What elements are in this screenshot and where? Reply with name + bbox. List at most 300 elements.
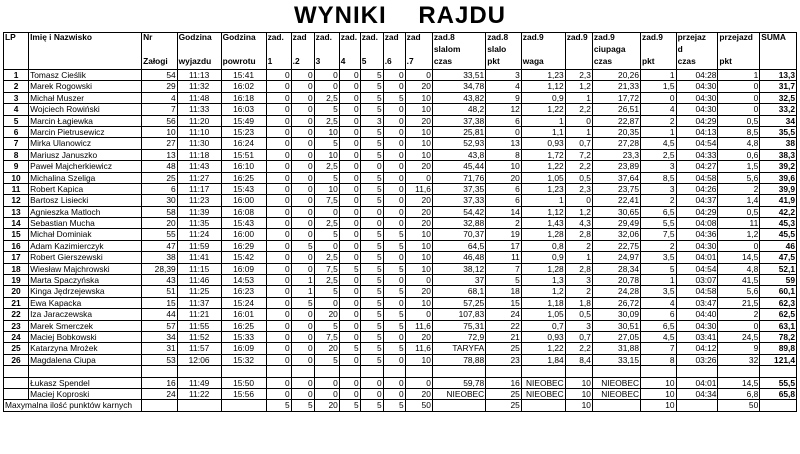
table-cell: 5 xyxy=(314,229,339,240)
table-cell: 04:30 xyxy=(676,81,718,92)
table-cell: 0 xyxy=(383,172,405,183)
table-cell: 15 xyxy=(486,297,522,308)
table-cell: 2,5 xyxy=(314,92,339,103)
table-cell: Marcin Łagiewka xyxy=(29,115,142,126)
table-cell: 2,2 xyxy=(565,343,592,354)
table-cell: 28,34 xyxy=(592,263,640,274)
table-cell: 20 xyxy=(486,172,522,183)
table-cell: 16:09 xyxy=(221,343,266,354)
table-cell: 0 xyxy=(339,354,360,365)
table-cell: 0 xyxy=(360,218,383,229)
table-cell: 04:29 xyxy=(676,115,718,126)
table-cell: 7,5 xyxy=(314,331,339,342)
table-cell: 0 xyxy=(383,275,405,286)
table-cell: 03:41 xyxy=(676,331,718,342)
table-cell: 0 xyxy=(339,320,360,331)
table-cell: 0 xyxy=(718,320,760,331)
table-cell: Kinga Jędrzejewska xyxy=(29,286,142,297)
max-penalty-cell xyxy=(521,400,565,411)
table-cell: 8,5 xyxy=(641,172,677,183)
table-cell: 53 xyxy=(142,354,178,365)
table-cell: 0 xyxy=(266,172,291,183)
header-task-9-axe-time: zad.9 xyxy=(592,33,640,46)
table-cell: 0 xyxy=(641,92,677,103)
table-cell: 5 xyxy=(314,354,339,365)
table-cell: 5 xyxy=(360,126,383,137)
header-task-3-sub: 3 xyxy=(314,57,339,70)
max-penalty-cell xyxy=(177,400,221,411)
table-cell: 0 xyxy=(266,354,291,365)
table-cell: 7,5 xyxy=(641,229,677,240)
table-cell: 25 xyxy=(4,343,29,354)
header-task-9-weight-sub: waga xyxy=(521,57,565,70)
table-cell: 5 xyxy=(360,240,383,251)
table-cell: 13 xyxy=(4,206,29,217)
table-cell: 14 xyxy=(4,218,29,229)
table-cell: 0 xyxy=(291,104,314,115)
table-cell: 2 xyxy=(641,240,677,251)
table-cell: 11:57 xyxy=(177,343,221,354)
table-cell: 0 xyxy=(383,161,405,172)
table-cell: NIEOBEC xyxy=(521,388,565,399)
table-cell: 0 xyxy=(266,286,291,297)
table-cell: 0 xyxy=(383,218,405,229)
table-cell: 11:27 xyxy=(177,172,221,183)
table-cell: 0 xyxy=(314,206,339,217)
table-cell: 0 xyxy=(291,92,314,103)
table-cell: 04:30 xyxy=(676,92,718,103)
table-cell: 0 xyxy=(360,206,383,217)
table-row xyxy=(4,104,797,115)
table-cell: 0,5 xyxy=(718,206,760,217)
table-cell: 21,33 xyxy=(592,81,640,92)
table-cell: 04:54 xyxy=(676,263,718,274)
table-cell: 0 xyxy=(291,195,314,206)
table-cell: 0 xyxy=(266,229,291,240)
table-cell: 0 xyxy=(291,206,314,217)
table-cell: 5 xyxy=(360,297,383,308)
header-ride-points: przejazd xyxy=(718,33,760,46)
table-cell: 41,5 xyxy=(718,275,760,286)
table-cell: 17,72 xyxy=(592,92,640,103)
table-cell: 15:32 xyxy=(221,354,266,365)
table-cell: 20 xyxy=(405,331,432,342)
header-task-7-sub: .7 xyxy=(405,57,432,70)
table-cell: 4 xyxy=(142,92,178,103)
table-cell: 107,83 xyxy=(432,309,485,320)
header-ride-points-sub: pkt xyxy=(718,57,760,70)
spacer-row xyxy=(4,366,797,377)
table-cell: 0 xyxy=(266,320,291,331)
table-cell: NIEOBEC xyxy=(592,388,640,399)
table-row xyxy=(4,320,797,331)
table-cell: 37,35 xyxy=(432,183,485,194)
table-cell: 0 xyxy=(291,377,314,388)
table-cell: Robert Kapica xyxy=(29,183,142,194)
table-cell: 1,12 xyxy=(521,206,565,217)
table-cell: 8 xyxy=(4,149,29,160)
table-cell: 2,5 xyxy=(641,149,677,160)
table-cell: 0 xyxy=(314,388,339,399)
table-row xyxy=(4,70,797,81)
table-cell: 37,33 xyxy=(432,195,485,206)
table-cell: 57,25 xyxy=(432,297,485,308)
table-cell: 4,8 xyxy=(718,138,760,149)
header-task-8-time-sub: slalom xyxy=(432,45,485,57)
table-cell: 5 xyxy=(486,275,522,286)
table-cell: 1,2 xyxy=(521,286,565,297)
table-cell: 0 xyxy=(339,309,360,320)
table-cell: 45,5 xyxy=(760,229,797,240)
results-table xyxy=(3,32,797,412)
table-cell: 24 xyxy=(486,309,522,320)
table-cell: 6 xyxy=(486,195,522,206)
table-cell: 6 xyxy=(4,126,29,137)
table-cell: 3 xyxy=(641,161,677,172)
table-cell: 0 xyxy=(339,183,360,194)
table-cell: 1,2 xyxy=(718,229,760,240)
table-cell: 04:54 xyxy=(676,138,718,149)
table-cell: 70,37 xyxy=(432,229,485,240)
table-cell: 11:24 xyxy=(177,229,221,240)
table-cell: 78,2 xyxy=(760,331,797,342)
table-cell: 5 xyxy=(360,70,383,81)
table-cell: 20,78 xyxy=(592,275,640,286)
table-cell: 2 xyxy=(641,195,677,206)
table-cell: 5 xyxy=(360,183,383,194)
table-cell: 0 xyxy=(383,81,405,92)
table-cell: Wojciech Rowiński xyxy=(29,104,142,115)
table-cell: 11:21 xyxy=(177,309,221,320)
table-row xyxy=(4,161,797,172)
table-cell: 11:55 xyxy=(177,320,221,331)
table-cell: 5 xyxy=(360,331,383,342)
table-cell: 0 xyxy=(383,206,405,217)
table-cell: 48,2 xyxy=(432,104,485,115)
table-cell: 15 xyxy=(142,297,178,308)
table-cell: 21 xyxy=(486,331,522,342)
header-ride-time-sub: d xyxy=(676,45,718,57)
table-cell: 1,22 xyxy=(521,343,565,354)
table-cell: 11 xyxy=(718,218,760,229)
table-cell: 20 xyxy=(405,218,432,229)
table-cell: 5 xyxy=(360,263,383,274)
table-cell: 1,5 xyxy=(718,161,760,172)
table-cell: 03:26 xyxy=(676,354,718,365)
table-cell: 1 xyxy=(291,286,314,297)
table-cell: 16:02 xyxy=(221,81,266,92)
table-cell: 2 xyxy=(565,286,592,297)
table-cell: 0 xyxy=(339,161,360,172)
table-cell: 15:50 xyxy=(221,377,266,388)
table-cell: 04:58 xyxy=(676,172,718,183)
table-cell: 0 xyxy=(291,172,314,183)
table-cell: 1,28 xyxy=(521,229,565,240)
table-cell: 24,97 xyxy=(592,252,640,263)
table-cell: Tomasz Cieślik xyxy=(29,70,142,81)
table-cell: 11:39 xyxy=(177,206,221,217)
table-cell: 04:29 xyxy=(676,206,718,217)
table-cell: 11:37 xyxy=(177,297,221,308)
table-cell: 11 xyxy=(486,252,522,263)
table-cell: 11:33 xyxy=(177,104,221,115)
table-cell: 0 xyxy=(291,388,314,399)
table-cell: 11:32 xyxy=(177,81,221,92)
table-cell: 3 xyxy=(486,70,522,81)
table-cell xyxy=(4,388,29,399)
table-cell: 0 xyxy=(266,252,291,263)
table-cell: 22 xyxy=(4,309,29,320)
table-cell: 15 xyxy=(4,229,29,240)
table-cell: 44 xyxy=(142,309,178,320)
table-cell: 12 xyxy=(486,104,522,115)
table-cell: 10 xyxy=(314,126,339,137)
max-penalty-cell: 5 xyxy=(339,400,360,411)
table-cell: 10 xyxy=(405,297,432,308)
table-cell: 43,82 xyxy=(432,92,485,103)
table-cell: 4 xyxy=(486,81,522,92)
table-cell: 1,2 xyxy=(565,81,592,92)
table-cell: 10 xyxy=(405,104,432,115)
table-cell: 11,6 xyxy=(405,343,432,354)
table-cell: 13 xyxy=(486,138,522,149)
table-cell: 5 xyxy=(339,263,360,274)
table-cell: 0 xyxy=(291,149,314,160)
table-cell: 11:22 xyxy=(177,388,221,399)
header-ride-time-unit: czas xyxy=(676,57,718,70)
header-task-4: zad. xyxy=(339,33,360,46)
table-cell: 7,5 xyxy=(314,263,339,274)
table-cell: 0,5 xyxy=(718,115,760,126)
table-cell: 6,5 xyxy=(641,206,677,217)
table-cell: 25,81 xyxy=(432,126,485,137)
max-penalty-cell: 5 xyxy=(360,400,383,411)
table-cell: 2 xyxy=(486,218,522,229)
table-cell: 0 xyxy=(266,309,291,320)
max-penalty-cell xyxy=(432,400,485,411)
table-cell: 6,5 xyxy=(641,320,677,331)
table-cell: 32,5 xyxy=(760,92,797,103)
table-cell: 20 xyxy=(4,286,29,297)
table-cell: Michał Dominiak xyxy=(29,229,142,240)
table-cell: 0 xyxy=(718,92,760,103)
table-cell: NIEOBEC xyxy=(592,377,640,388)
table-cell: 0 xyxy=(339,138,360,149)
table-cell: 1 xyxy=(565,126,592,137)
table-cell: 0 xyxy=(266,115,291,126)
table-cell: 54 xyxy=(142,70,178,81)
table-cell: 5 xyxy=(360,81,383,92)
header-task-1-sub: 1 xyxy=(266,57,291,70)
table-cell: 62,3 xyxy=(760,297,797,308)
table-cell: 10 xyxy=(641,388,677,399)
table-cell: 6 xyxy=(142,183,178,194)
table-cell: 16:09 xyxy=(221,263,266,274)
table-cell: 15:56 xyxy=(221,388,266,399)
table-cell: 0 xyxy=(339,331,360,342)
table-cell: 32,88 xyxy=(432,218,485,229)
table-cell: 14 xyxy=(486,206,522,217)
table-cell: 0 xyxy=(291,183,314,194)
table-cell: 16:00 xyxy=(221,195,266,206)
table-cell: 0 xyxy=(266,240,291,251)
header-sum: SUMA xyxy=(760,33,797,46)
table-cell: 04:26 xyxy=(676,183,718,194)
table-cell: 11:41 xyxy=(177,252,221,263)
max-penalty-cell xyxy=(592,400,640,411)
table-cell: 0 xyxy=(291,70,314,81)
table-cell: 11:43 xyxy=(177,161,221,172)
table-cell: 6 xyxy=(486,183,522,194)
max-penalty-cell: 50 xyxy=(405,400,432,411)
table-cell: 16 xyxy=(4,240,29,251)
table-cell: 0 xyxy=(291,115,314,126)
header-task-9-points: zad.9 xyxy=(641,33,677,46)
table-cell: 27 xyxy=(142,138,178,149)
table-cell: Katarzyna Mrożek xyxy=(29,343,142,354)
table-cell: 29,49 xyxy=(592,218,640,229)
table-row xyxy=(4,252,797,263)
table-cell: 1,43 xyxy=(521,218,565,229)
table-cell: 25 xyxy=(142,172,178,183)
table-cell: 5 xyxy=(383,240,405,251)
table-cell: 11:17 xyxy=(177,183,221,194)
table-cell: 3,5 xyxy=(641,286,677,297)
table-cell: 13,3 xyxy=(760,70,797,81)
table-cell: 2,5 xyxy=(314,115,339,126)
table-cell: 0 xyxy=(718,81,760,92)
table-cell: 37,64 xyxy=(592,172,640,183)
table-cell: 1,05 xyxy=(521,309,565,320)
table-cell: 0 xyxy=(266,70,291,81)
table-cell: 0 xyxy=(565,195,592,206)
table-cell: 5 xyxy=(360,343,383,354)
table-cell: 5 xyxy=(360,172,383,183)
extra-row xyxy=(4,377,797,388)
table-cell: 0 xyxy=(339,70,360,81)
table-cell: 52,93 xyxy=(432,138,485,149)
header-task-8-time: zad.8 xyxy=(432,33,485,46)
table-cell: 5 xyxy=(314,286,339,297)
table-cell: 39,9 xyxy=(760,183,797,194)
max-penalty-cell: 20 xyxy=(314,400,339,411)
table-cell: Adam Kazimierczyk xyxy=(29,240,142,251)
table-cell: 4 xyxy=(4,104,29,115)
header-task-9-extra: zad.9 xyxy=(565,33,592,46)
table-cell: 0 xyxy=(383,70,405,81)
table-cell: 5 xyxy=(314,172,339,183)
table-cell: 15:51 xyxy=(221,149,266,160)
table-cell: 0 xyxy=(291,138,314,149)
table-cell: 8 xyxy=(641,354,677,365)
table-cell: 0 xyxy=(266,343,291,354)
table-cell: Mariusz Januszko xyxy=(29,149,142,160)
table-cell: 0 xyxy=(360,161,383,172)
table-cell: 20 xyxy=(405,81,432,92)
table-cell: 04:37 xyxy=(676,195,718,206)
table-cell: 16:01 xyxy=(221,309,266,320)
table-cell: 1,4 xyxy=(718,195,760,206)
table-cell: 5 xyxy=(360,229,383,240)
table-cell: 5 xyxy=(641,263,677,274)
table-cell: Michalina Szeliga xyxy=(29,172,142,183)
table-cell: Maciej Koproski xyxy=(29,388,142,399)
max-penalty-cell: 25 xyxy=(486,400,522,411)
table-cell: 16:24 xyxy=(221,138,266,149)
table-cell: 11:10 xyxy=(177,126,221,137)
table-cell: 6,8 xyxy=(718,388,760,399)
table-cell: 38 xyxy=(760,138,797,149)
table-cell: 10 xyxy=(405,252,432,263)
table-cell: 0 xyxy=(314,297,339,308)
table-cell: 0 xyxy=(339,388,360,399)
table-cell: 22,41 xyxy=(592,195,640,206)
table-cell: 7 xyxy=(486,263,522,274)
table-cell: 48 xyxy=(142,161,178,172)
table-cell: Magdalena Ciupa xyxy=(29,354,142,365)
header-task-6-sub: .6 xyxy=(383,57,405,70)
table-cell: 1 xyxy=(4,70,29,81)
table-cell: 0 xyxy=(266,275,291,286)
table-cell: 0 xyxy=(339,286,360,297)
table-cell: 1,8 xyxy=(565,297,592,308)
table-cell: 21 xyxy=(4,297,29,308)
table-cell: 7 xyxy=(4,138,29,149)
table-cell: 5 xyxy=(291,297,314,308)
table-cell: 11 xyxy=(4,183,29,194)
table-cell: 0,5 xyxy=(565,309,592,320)
table-cell: 19 xyxy=(4,275,29,286)
table-row xyxy=(4,183,797,194)
table-header xyxy=(4,33,797,70)
table-cell: 23,3 xyxy=(592,149,640,160)
table-cell: 0 xyxy=(339,195,360,206)
table-cell: 62,5 xyxy=(760,309,797,320)
table-cell: 6 xyxy=(486,115,522,126)
table-cell: 5 xyxy=(4,115,29,126)
table-cell: 04:34 xyxy=(676,388,718,399)
table-cell xyxy=(4,377,29,388)
table-cell: 2 xyxy=(718,183,760,194)
table-cell: 0 xyxy=(266,263,291,274)
table-cell: 0 xyxy=(291,161,314,172)
table-cell: 1,1 xyxy=(521,126,565,137)
header-task-9-points-sub: pkt xyxy=(641,57,677,70)
table-cell: 0 xyxy=(718,240,760,251)
table-cell: 15:43 xyxy=(221,218,266,229)
table-cell: 16:10 xyxy=(221,161,266,172)
table-cell: 60,1 xyxy=(760,286,797,297)
table-cell: 11:35 xyxy=(177,218,221,229)
table-cell: 5 xyxy=(314,320,339,331)
table-cell: 0 xyxy=(405,172,432,183)
table-cell: 5 xyxy=(360,252,383,263)
table-cell: 0 xyxy=(291,229,314,240)
table-cell: 47 xyxy=(142,240,178,251)
table-cell: 20 xyxy=(405,388,432,399)
table-cell: 0 xyxy=(383,138,405,149)
table-cell: 04:36 xyxy=(676,229,718,240)
table-cell: 20,35 xyxy=(592,126,640,137)
header-ride-time: przejaz xyxy=(676,33,718,46)
table-cell: 11:25 xyxy=(177,286,221,297)
table-cell: 0 xyxy=(339,149,360,160)
table-cell: 0 xyxy=(266,183,291,194)
table-cell: 10 xyxy=(405,138,432,149)
table-cell: 26 xyxy=(4,354,29,365)
table-row xyxy=(4,126,797,137)
table-cell: 1,12 xyxy=(521,81,565,92)
